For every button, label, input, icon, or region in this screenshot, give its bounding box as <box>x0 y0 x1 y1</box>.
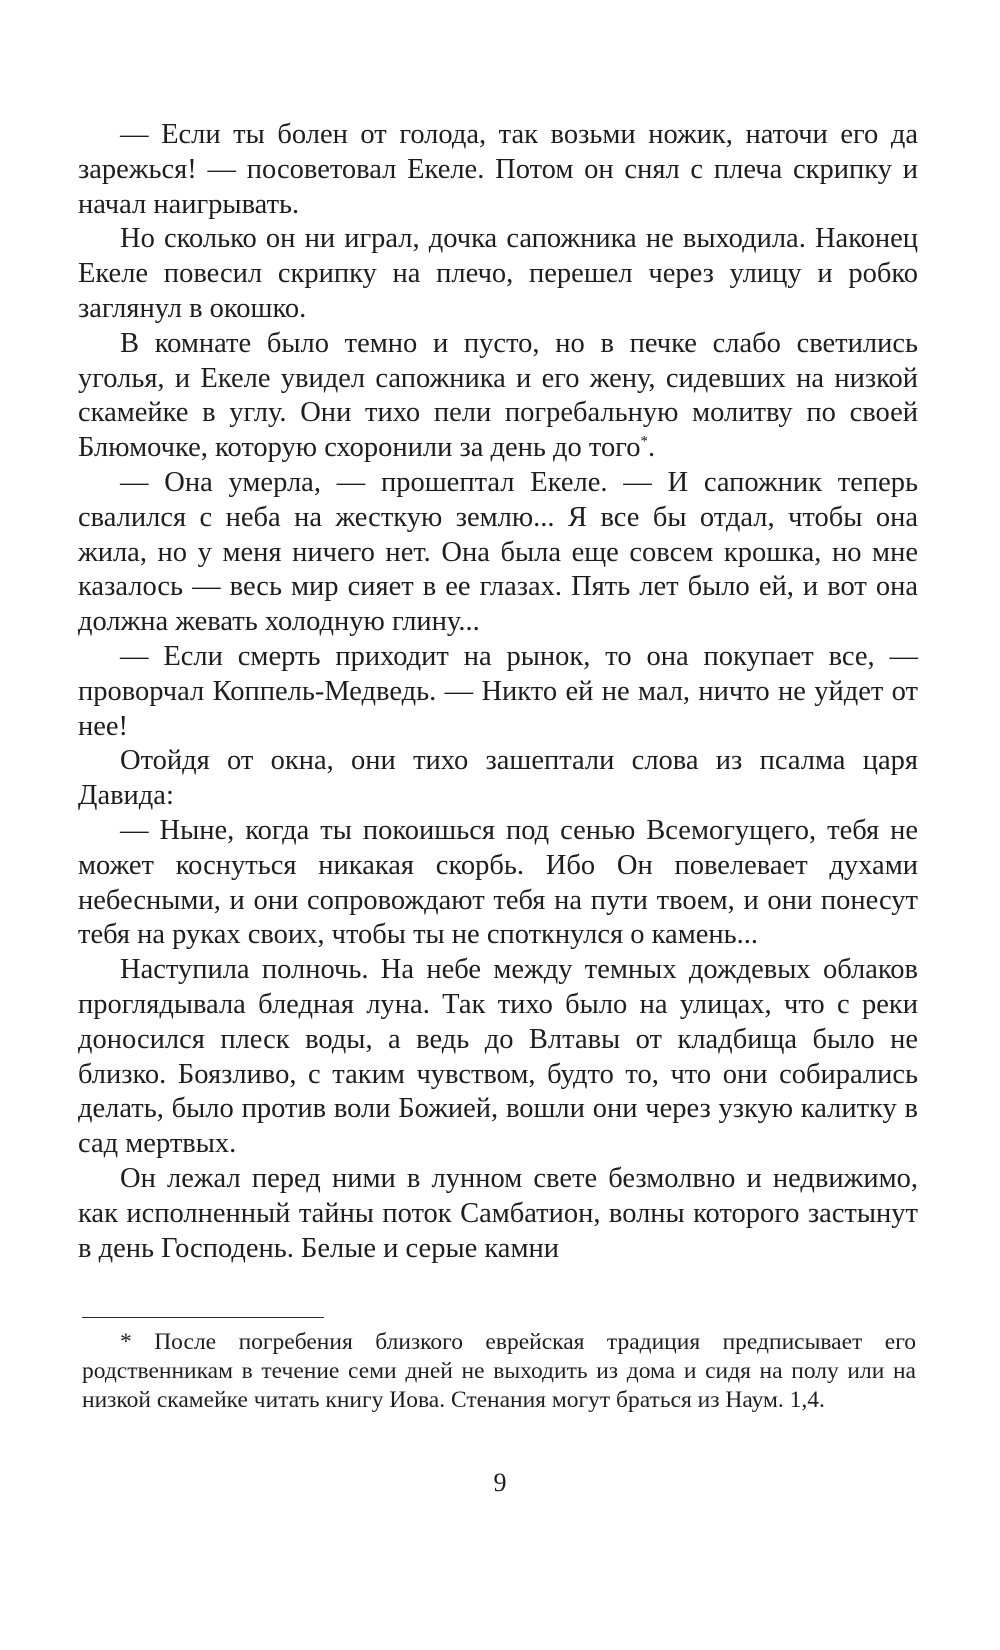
paragraph: — Ныне, когда ты покоишься под сенью Всемогущего, тебя не может коснуться никакая скорбь. Ибо Он повелевает духами небесными, и они сопровождают тебя на пути твоем, и они понесут тебя на руках своих, чтобы ты не споткнулся о камень... <box>78 814 918 951</box>
footnote <box>82 1328 916 1415</box>
paragraph-text: В комнате было темно и пусто, но в печке слабо светились уголья, и Екеле увидел сапожника и его жену, сидевших на низкой скамейке в углу. Они тихо пели погребальную молитву по своей Блюмочке, которую схоронили за день до того <box>78 327 918 464</box>
sentence-end: . <box>647 432 656 464</box>
paragraph: Он лежал перед ними в лунном свете безмолвно и недвижимо, как исполненный тайны поток Самбатион, волны которого застынут в день Господень. Белые и серые камни <box>78 1162 918 1264</box>
footnote-divider <box>82 1317 324 1318</box>
paragraph <box>78 327 918 466</box>
paragraph: Отойдя от окна, они тихо зашептали слова из псалма царя Давида: <box>78 745 918 812</box>
paragraph: — Если смерть приходит на рынок, то она покупает все, — проворчал Коппель-Медведь. — Никто ей не мал, ничто не уйдет от нее! <box>78 640 918 742</box>
paragraph: Но сколько он ни играл, дочка сапожника не выходила. Наконец Екеле повесил скрипку на плечо, перешел через улицу и робко заглянул в окошко. <box>78 223 918 324</box>
main-text <box>78 118 918 1266</box>
footnote-text: * После погребения близкого еврейская традиция предписывает его родственникам в течение семи дней не выходить из дома и сидя на полу или на низкой скамейке читать книгу Иова. Стенания могут браться из Наум. 1,4. <box>82 1329 916 1413</box>
paragraph: — Она умерла, — прошептал Екеле. — И сапожник теперь свалился с неба на жесткую землю... Я все бы отдал, чтобы она жила, но у меня ничего нет. Она была еще совсем крошка, но мне казалось — весь мир сияет в ее глазах. Пять лет было ей, и вот она должна жевать холодную глину... <box>78 466 918 638</box>
footnote-marker: * <box>640 433 648 450</box>
page-number: 9 <box>493 1468 507 1497</box>
paragraph: Наступила полночь. На небе между темных дождевых облаков проглядывала бледная луна. Так тихо было на улицах, что с реки доносился плеск воды, а ведь до Влтавы от кладбища было не близко. Боязливо, с таким чувством, будто то, что они собирались делать, было против воли Божией, вошли они через узкую калитку в сад мертвых. <box>78 954 918 1160</box>
paragraph: — Если ты болен от голода, так возьми ножик, наточи его да зарежься! — посоветовал Екеле. Потом он снял с плеча скрипку и начал наигрывать. <box>78 119 918 220</box>
